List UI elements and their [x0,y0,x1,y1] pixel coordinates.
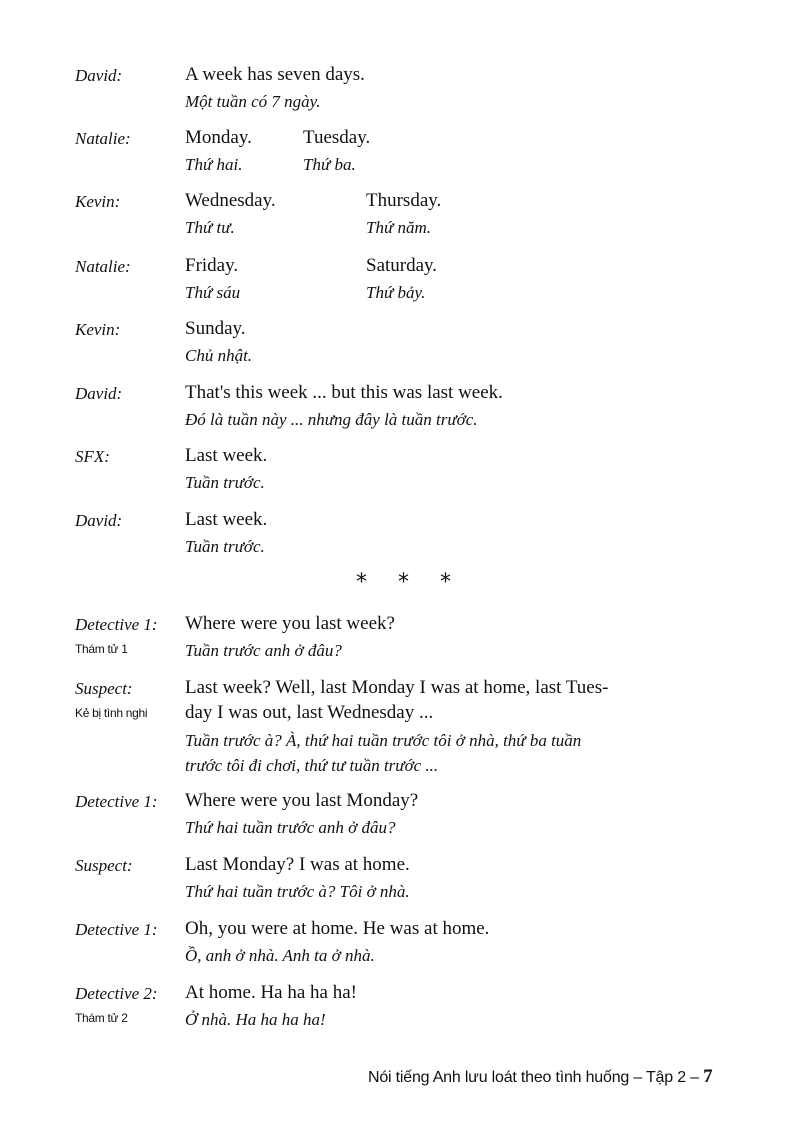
english-line: Last week? Well, last Monday I was at home, last Tues- [185,677,609,698]
speaker-name: Kevin: [75,320,121,339]
english-word-saturday: Saturday. [366,255,438,276]
speaker-name: Detective 1: [75,920,158,939]
english-line: Last Monday? I was at home. [185,854,410,875]
english-line: At home. Ha ha ha ha! [185,982,357,1003]
speaker-name: Natalie: [75,257,131,276]
vietnamese-line: Chủ nhật. [185,346,253,365]
book-title: Nói tiếng Anh lưu loát theo tình huống – Tập 2 – [368,1069,699,1086]
speaker-name: Kevin: [75,192,121,211]
vietnamese-line: Tuần trước anh ở đâu? [185,641,342,660]
speaker-name: Detective 2: [75,984,158,1003]
english-word-monday: Monday. [185,127,252,148]
page-footer [368,1066,712,1088]
speaker-name: Natalie: [75,129,131,148]
english-word-wednesday: Wednesday. [185,190,276,211]
speaker-translation: Thám tử 1 [75,642,128,656]
vietnamese-line: Tuần trước à? À, thứ hai tuần trước tôi ở nhà, thứ ba tuần [185,731,582,750]
vietnamese-word-monday: Thứ hai. [185,155,243,174]
vietnamese-line: Tuần trước. [185,537,265,556]
english-line: A week has seven days. [185,64,365,85]
vietnamese-line: Đó là tuần này ... nhưng đây là tuần trước. [185,410,478,429]
speaker-name: David: [75,384,123,403]
speaker-name: David: [75,511,123,530]
english-line: day I was out, last Wednesday ... [185,702,434,723]
vietnamese-line: Thứ hai tuần trước anh ở đâu? [185,818,396,837]
vietnamese-line: Ồ, anh ở nhà. Anh ta ở nhà. [185,946,375,965]
speaker-name: SFX: [75,447,110,466]
english-line: Sunday. [185,318,246,339]
english-line: Oh, you were at home. He was at home. [185,918,490,939]
vietnamese-line: Ở nhà. Ha ha ha ha! [185,1010,326,1029]
vietnamese-word-tuesday: Thứ ba. [303,155,356,174]
vietnamese-word-thursday: Thứ năm. [366,218,432,237]
vietnamese-word-friday: Thứ sáu [185,283,241,302]
speaker-translation: Thám tử 2 [75,1011,128,1025]
page-number: 7 [703,1066,713,1087]
vietnamese-line: trước tôi đi chơi, thứ tư tuần trước ... [185,756,439,775]
vietnamese-word-saturday: Thứ bảy. [366,283,426,302]
speaker-name: Suspect: [75,856,133,875]
speaker-name: Suspect: [75,679,133,698]
english-line: Last week. [185,509,268,530]
english-word-tuesday: Tuesday. [303,127,371,148]
vietnamese-line: Một tuần có 7 ngày. [185,92,321,111]
speaker-translation: Kẻ bị tình nghi [75,706,148,720]
english-word-friday: Friday. [185,255,239,276]
vietnamese-line: Tuần trước. [185,473,265,492]
english-line: Where were you last Monday? [185,790,419,811]
speaker-name: David: [75,66,123,85]
speaker-name: Detective 1: [75,792,158,811]
speaker-name: Detective 1: [75,615,158,634]
section-separator: * * * [356,570,463,595]
english-word-thursday: Thursday. [366,190,442,211]
english-line: Last week. [185,445,268,466]
vietnamese-line: Thứ hai tuần trước à? Tôi ở nhà. [185,882,410,901]
english-line: Where were you last week? [185,613,395,634]
vietnamese-word-wednesday: Thứ tư. [185,218,235,237]
english-line: That's this week ... but this was last week. [185,382,503,403]
